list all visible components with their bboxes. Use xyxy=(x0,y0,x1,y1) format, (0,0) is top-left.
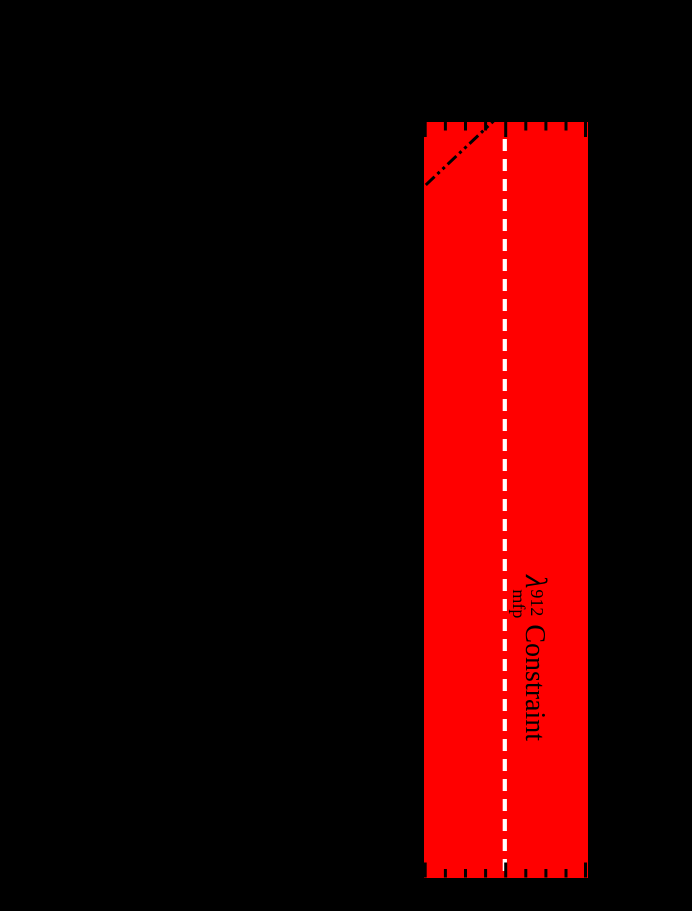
top-axis-ticks xyxy=(425,122,585,137)
lambda-subscript: mfp xyxy=(509,589,529,619)
constraint-word: Constraint xyxy=(519,624,550,742)
lambda-superscript: 912 xyxy=(527,589,547,617)
bottom-axis-ticks xyxy=(425,863,585,878)
model-curve-dashdot-line xyxy=(404,113,502,206)
constraint-band-label xyxy=(509,574,554,742)
lambda-scripts xyxy=(509,588,547,619)
lambda-symbol: λ xyxy=(519,574,554,589)
